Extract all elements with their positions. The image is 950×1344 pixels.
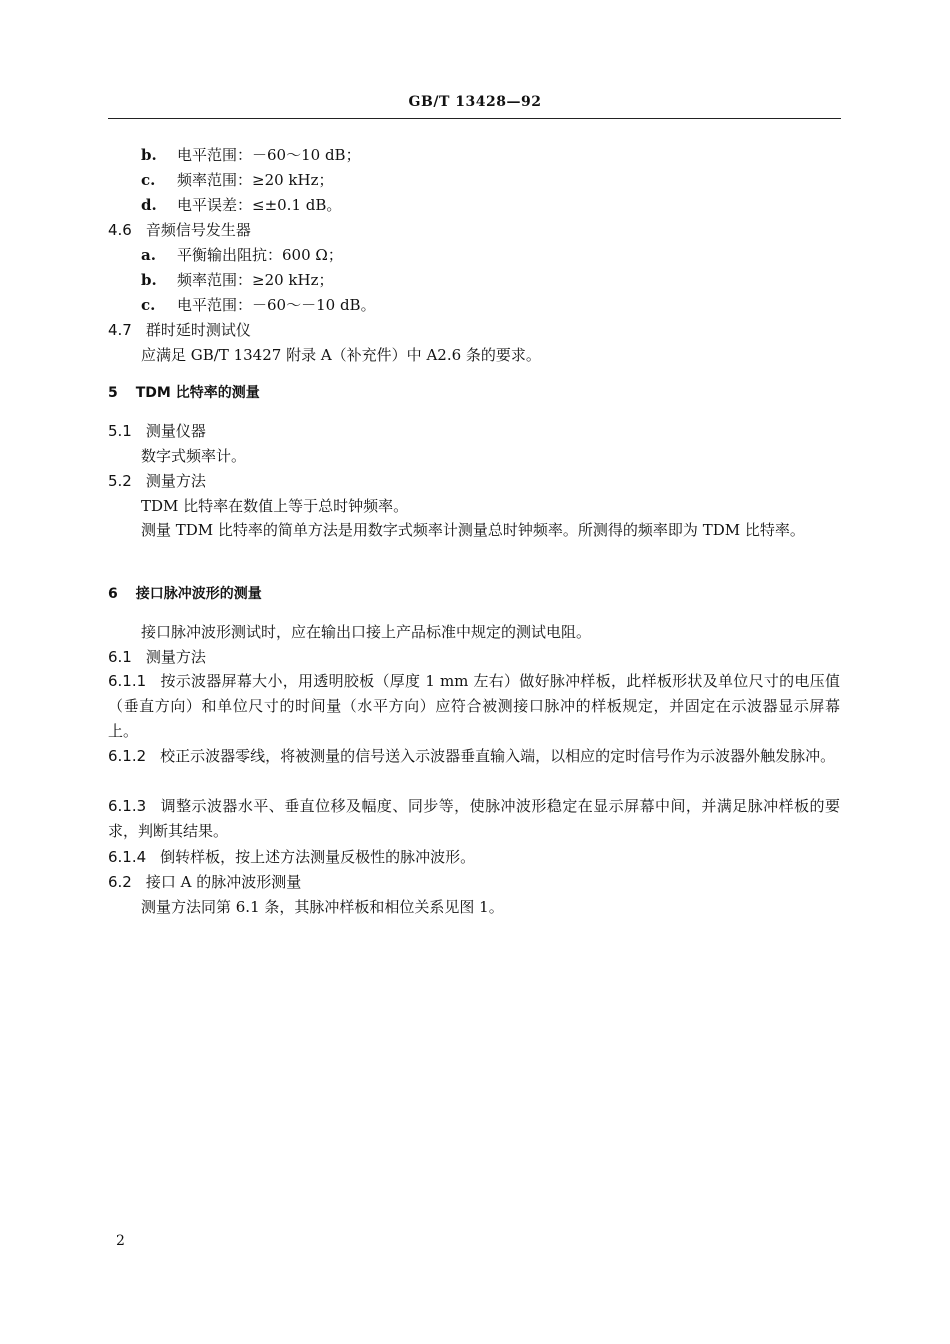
- section-number: 4.6: [108, 221, 132, 239]
- list-item: [141, 269, 334, 291]
- clause-text: 校正示波器零线，将被测量的信号送入示波器垂直输入端，以相应的定时信号作为示波器外触发脉冲。: [160, 747, 836, 765]
- paragraph: 数字式频率计。: [141, 447, 247, 465]
- header-rule: [108, 118, 841, 119]
- paragraph: 测量 TDM 比特率的简单方法是用数字式频率计测量总时钟频率。所测得的频率即为 TDM 比特率。: [141, 521, 805, 539]
- section-title: 接口 A 的脉冲波形测量: [145, 873, 302, 891]
- clause-6-1-2: [108, 744, 840, 769]
- section-heading-6: [108, 583, 262, 605]
- clause-6-1-3: [108, 794, 840, 844]
- item-text: 电平范围：－60～10 dB；: [177, 146, 361, 164]
- list-item: [141, 294, 376, 316]
- section-number: 4.7: [108, 321, 132, 339]
- clause-number: 6.1.4: [108, 848, 147, 866]
- item-text: 频率范围：≥20 kHz；: [177, 171, 334, 189]
- paragraph: TDM 比特率在数值上等于总时钟频率。: [141, 497, 409, 515]
- section-title: 测量仪器: [145, 422, 206, 440]
- section-heading-6-1: [108, 646, 206, 668]
- section-number: 6.2: [108, 873, 132, 891]
- clause-number: 6.1.3: [108, 797, 147, 815]
- section-heading-5-1: [108, 420, 206, 442]
- section-title: 测量方法: [145, 648, 206, 666]
- item-label: c.: [141, 171, 156, 189]
- section-heading-4-6: [108, 219, 251, 241]
- section-number: 5.1: [108, 422, 132, 440]
- section-title: TDM 比特率的测量: [135, 385, 260, 401]
- document-header: GB/T 13428—92: [408, 94, 542, 110]
- section-heading-4-7: [108, 319, 251, 341]
- item-text: 频率范围：≥20 kHz；: [177, 271, 334, 289]
- section-number: 5.2: [108, 472, 132, 490]
- list-item: [141, 244, 343, 266]
- item-label: c.: [141, 296, 156, 314]
- item-text: 电平范围：－60～－10 dB。: [177, 296, 376, 314]
- list-item: [141, 144, 361, 166]
- section-title: 音频信号发生器: [145, 221, 251, 239]
- section-heading-5: [108, 382, 260, 404]
- section-number: 6: [108, 586, 118, 602]
- section-heading-5-2: [108, 470, 206, 492]
- section-title: 测量方法: [145, 472, 206, 490]
- section-number: 6.1: [108, 648, 132, 666]
- paragraph: 测量方法同第 6.1 条，其脉冲样板和相位关系见图 1。: [141, 898, 504, 916]
- clause-6-1-1: [108, 669, 840, 744]
- clause-text: 调整示波器水平、垂直位移及幅度、同步等，使脉冲波形稳定在显示屏幕中间，并满足脉冲样板的要求，判断其结果。: [108, 797, 840, 840]
- item-label: a.: [141, 246, 156, 264]
- clause-number: 6.1.2: [108, 747, 147, 765]
- clause-6-1-4: [108, 846, 475, 868]
- item-label: b.: [141, 271, 157, 289]
- paragraph: 应满足 GB/T 13427 附录 A（补充件）中 A2.6 条的要求。: [141, 346, 541, 364]
- clause-number: 6.1.1: [108, 672, 147, 690]
- item-text: 平衡输出阻抗：600 Ω；: [177, 246, 343, 264]
- list-item: [141, 169, 334, 191]
- section-title: 接口脉冲波形的测量: [135, 586, 262, 602]
- paragraph: 接口脉冲波形测试时，应在输出口接上产品标准中规定的测试电阻。: [141, 623, 592, 641]
- section-number: 5: [108, 385, 118, 401]
- item-label: b.: [141, 146, 157, 164]
- section-title: 群时延时测试仪: [145, 321, 251, 339]
- list-item: [141, 194, 341, 216]
- section-heading-6-2: [108, 871, 301, 893]
- item-text: 电平误差：≤±0.1 dB。: [177, 196, 342, 214]
- page-number: 2: [116, 1233, 125, 1249]
- item-label: d.: [141, 196, 157, 214]
- clause-text: 倒转样板，按上述方法测量反极性的脉冲波形。: [160, 848, 476, 866]
- clause-text: 按示波器屏幕大小，用透明胶板（厚度 1 mm 左右）做好脉冲样板，此样板形状及单位尺寸的电压值（垂直方向）和单位尺寸的时间量（水平方向）应符合被测接口脉冲的样板规定，并固定在示波器显示屏幕上。: [108, 672, 840, 740]
